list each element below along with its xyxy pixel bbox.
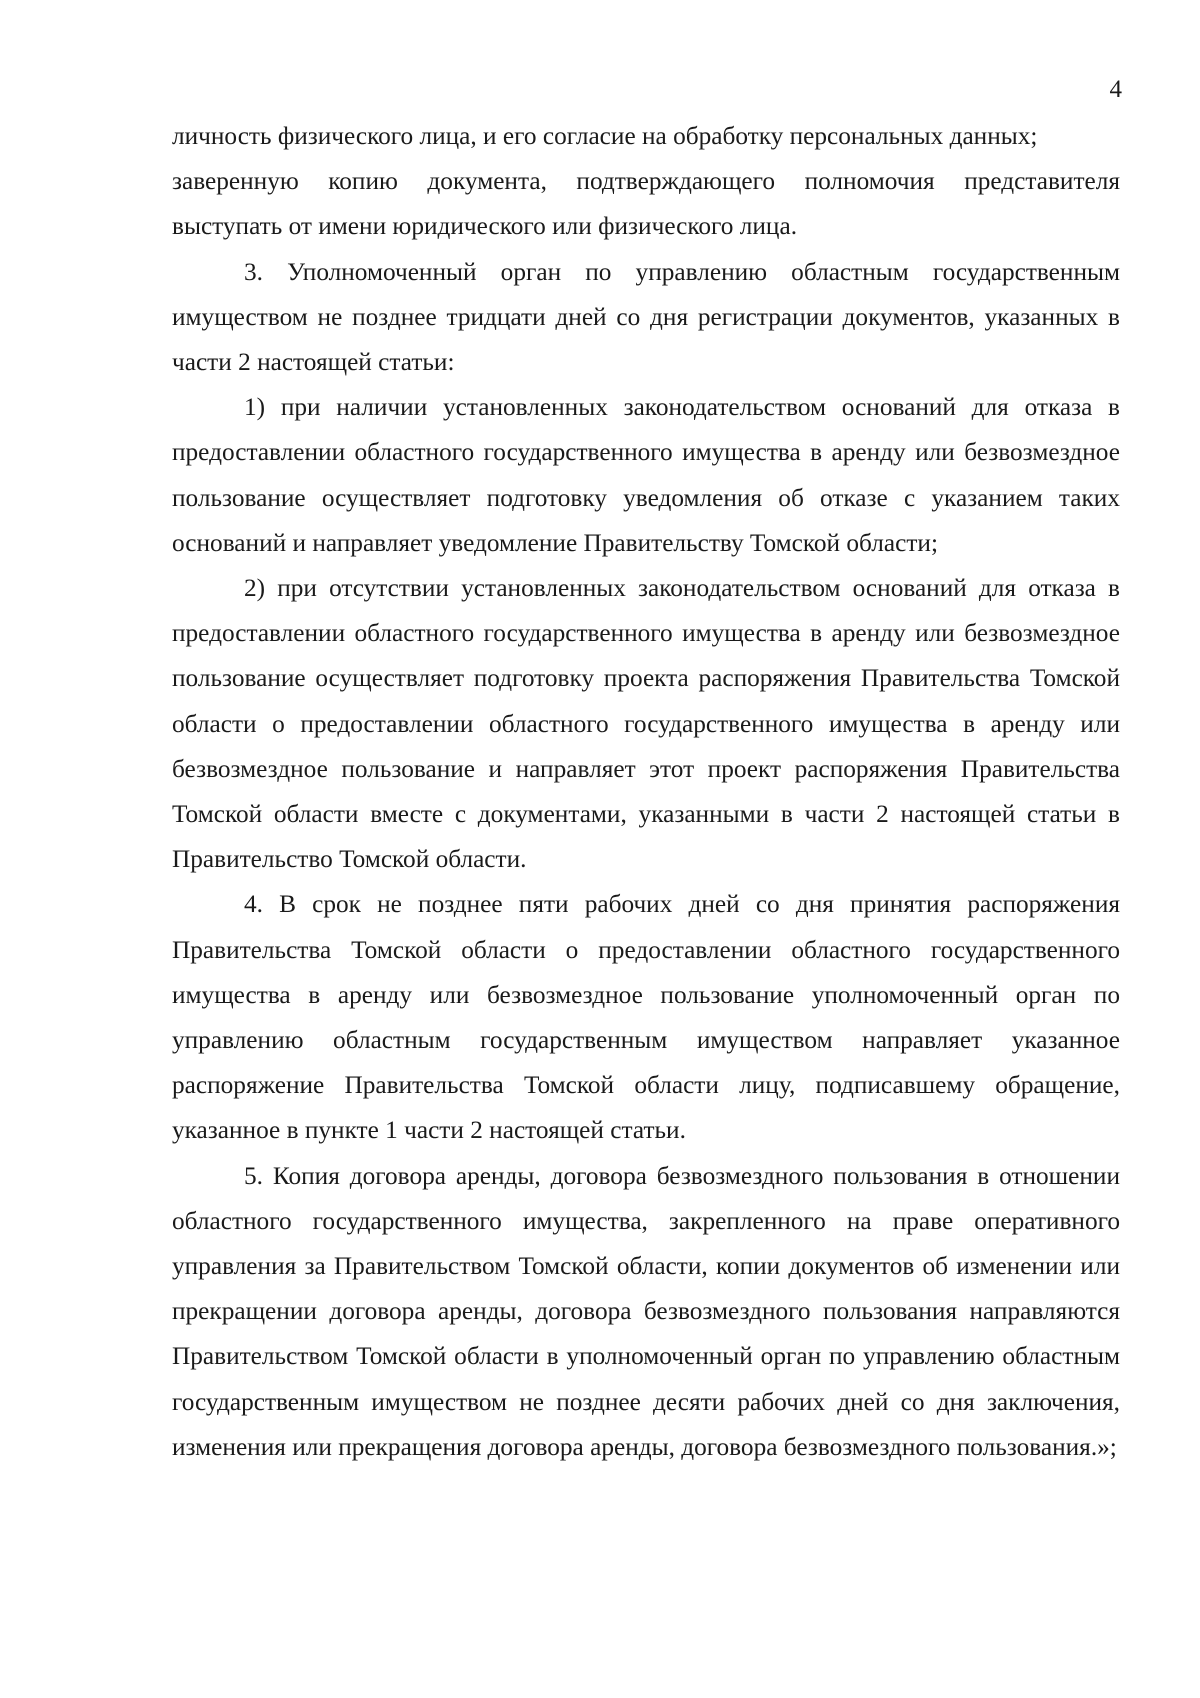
- paragraph-subitem-1: 1) при наличии установленных законодательством оснований для отказа в предоставлении областного государственного имущества в аренду или безвозмездное пользование осуществляет подготовку уведомления об отказе с указанием таких оснований и направляет уведомление Правительству Томской области;: [172, 393, 1120, 557]
- document-body: [172, 114, 1120, 1470]
- page-number: 4: [1109, 76, 1122, 103]
- paragraph-item-5: 5. Копия договора аренды, договора безвозмездного пользования в отношении областного государственного имущества, закрепленного на праве оперативного управления за Правительством Томской области, копии документов об изменении или прекращении договора аренды, договора безвозмездного пользования направляются Правительством Томской области в уполномоченный орган по управлению областным государственным имуществом не позднее десяти рабочих дней со дня заключения, изменения или прекращения договора аренды, договора безвозмездного пользования.»;: [172, 1161, 1120, 1461]
- paragraph-item-3: 3. Уполномоченный орган по управлению областным государственным имуществом не позднее тридцати дней со дня регистрации документов, указанных в части 2 настоящей статьи:: [172, 257, 1120, 377]
- paragraph-representative-authority: заверенную копию документа, подтверждающего полномочия представителя выступать от имени юридического или физического лица.: [172, 167, 1120, 241]
- paragraph-subitem-2: 2) при отсутствии установленных законодательством оснований для отказа в предоставлении областного государственного имущества в аренду или безвозмездное пользование осуществляет подготовку проекта распоряжения Правительства Томской области о предоставлении областного государственного имущества в аренду или безвозмездное пользование и направляет этот проект распоряжения Правительства Томской области вместе с документами, указанными в части 2 настоящей статьи в Правительство Томской области.: [172, 574, 1120, 874]
- paragraph-item-4: 4. В срок не позднее пяти рабочих дней со дня принятия распоряжения Правительства Томской области о предоставлении областного государственного имущества в аренду или безвозмездное пользование уполномоченный орган по управлению областным государственным имуществом направляет указанное распоряжение Правительства Томской области лицу, подписавшему обращение, указанное в пункте 1 части 2 настоящей статьи.: [172, 890, 1120, 1145]
- paragraph-personal-data-consent: личность физического лица, и его согласие на обработку персональных данных;: [172, 122, 1038, 150]
